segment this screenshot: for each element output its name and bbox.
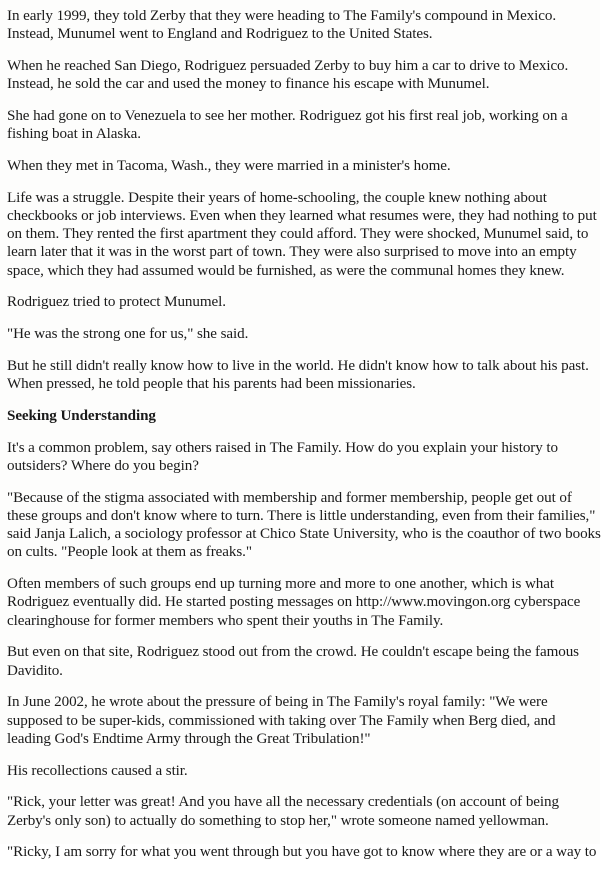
text-line: When he reached San Diego, Rodriguez persuaded Zerby to buy him a car to drive to Mexico. bbox=[7, 58, 569, 74]
text-line: outsiders? Where do you begin? bbox=[7, 458, 199, 474]
text-line: checkbooks or job interviews. Even when they learned what resumes were, they had nothing to put bbox=[7, 208, 597, 224]
text-line: His recollections caused a stir. bbox=[7, 762, 188, 779]
text-line: on cults. "People look at them as freaks." bbox=[7, 544, 252, 561]
paragraph bbox=[7, 57, 597, 93]
paragraph bbox=[7, 762, 597, 780]
paragraph bbox=[7, 293, 597, 311]
text-line: "Rick, your letter was great! And you have all the necessary credentials (on account of being bbox=[7, 794, 559, 811]
paragraph bbox=[7, 643, 597, 679]
text-line: When they met in Tacoma, Wash., they were married in a minister's home. bbox=[7, 158, 451, 174]
text-line: Often members of such groups end up turning more and more to one another, which is what bbox=[7, 576, 554, 593]
text-line: In June 2002, he wrote about the pressure of being in The Family's royal family: "We were bbox=[7, 694, 548, 711]
paragraph bbox=[7, 7, 597, 43]
text-line: But he still didn't really know how to live in the world. He didn't know how to talk about his past. bbox=[7, 358, 589, 374]
article-body bbox=[7, 7, 601, 875]
text-line: Rodriguez tried to protect Munumel. bbox=[7, 294, 226, 311]
text-line: She had gone on to Venezuela to see her mother. Rodriguez got his first real job, working on a bbox=[7, 108, 568, 124]
paragraph bbox=[7, 489, 601, 562]
text-line: space, which they had assumed would be furnished, as were the communal homes they knew. bbox=[7, 262, 565, 279]
text-line: It's a common problem, say others raised in The Family. How do you explain your history to bbox=[7, 439, 558, 456]
paragraph bbox=[7, 793, 597, 829]
text-line: Instead, he sold the car and used the money to finance his escape with Munumel. bbox=[7, 76, 490, 93]
text-line: clearinghouse for former members who spent their youths in The Family. bbox=[7, 612, 444, 629]
text-line: In early 1999, they told Zerby that they were heading to The Family's compound in Mexico. bbox=[7, 8, 557, 24]
paragraph bbox=[7, 357, 597, 393]
paragraph bbox=[7, 107, 597, 143]
text-line: these groups and don't know where to turn. There is little understanding, even from their families," bbox=[7, 508, 596, 524]
article-section-2 bbox=[7, 439, 601, 862]
text-line: on them. They rented the first apartment they could afford. They were shocked, Munumel said, to bbox=[7, 226, 589, 243]
paragraph bbox=[7, 325, 597, 343]
paragraph bbox=[7, 575, 597, 630]
text-line: "He was the strong one for us," she said. bbox=[7, 326, 249, 343]
text-line: Zerby's only son) to actually do something to stop her," wrote someone named yellowman. bbox=[7, 812, 549, 829]
paragraph bbox=[7, 157, 597, 175]
text-line: fishing boat in Alaska. bbox=[7, 126, 141, 143]
paragraph bbox=[7, 439, 597, 475]
text-line: But even on that site, Rodriguez stood out from the crowd. He couldn't escape being the famous bbox=[7, 644, 579, 661]
text-line: Life was a struggle. Despite their years of home-schooling, the couple knew nothing about bbox=[7, 189, 547, 206]
paragraph bbox=[7, 843, 597, 861]
text-line: supposed to be super-kids, commissioned with taking over The Family when Berg died, and bbox=[7, 712, 556, 729]
text-line: Instead, Munumel went to England and Rodriguez to the United States. bbox=[7, 26, 433, 43]
paragraph bbox=[7, 189, 597, 280]
text-line: learn later that it was in the worst part of town. They were also surprised to move into an empty bbox=[7, 244, 577, 261]
text-line: Rodriguez eventually did. He started posting messages on http://www.movingon.org cyberspace bbox=[7, 594, 581, 611]
text-line: said Janja Lalich, a sociology professor at Chico State University, who is the coauthor of two books bbox=[7, 526, 601, 543]
text-line: When pressed, he told people that his parents had been missionaries. bbox=[7, 376, 416, 393]
paragraph bbox=[7, 693, 597, 748]
text-line: "Because of the stigma associated with membership and former membership, people get out of bbox=[7, 489, 572, 506]
article-section-1 bbox=[7, 7, 597, 393]
text-line: Davidito. bbox=[7, 662, 63, 679]
text-line: "Ricky, I am sorry for what you went through but you have got to know where they are or a way to bbox=[7, 844, 597, 861]
text-line: leading God's Endtime Army through the Great Tribulation!" bbox=[7, 730, 371, 747]
subheading: Seeking Understanding bbox=[7, 408, 156, 424]
